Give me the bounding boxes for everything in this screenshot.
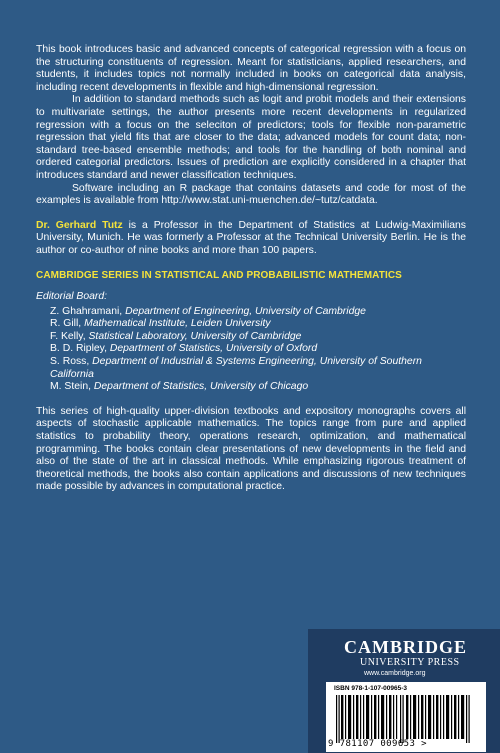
barcode-digits: 9 781107 009653 > bbox=[328, 739, 427, 749]
isbn-label: ISBN 978-1-107-00965-3 bbox=[334, 685, 407, 692]
board-member: B. D. Ripley, Department of Statistics, University of Oxford bbox=[50, 343, 318, 355]
barcode-icon bbox=[334, 695, 478, 743]
editorial-board-title: Editorial Board: bbox=[36, 291, 108, 303]
series-title: CAMBRIDGE SERIES IN STATISTICAL AND PROBABILISTIC MATHEMATICS bbox=[36, 269, 402, 281]
board-member: M. Stein, Department of Statistics, University of Chicago bbox=[50, 381, 309, 393]
description-paragraph-3: Software including an R package that contains datasets and code for most of the examples is available from http://www.stat.uni-muenchen.de/~tutz/catdata. bbox=[36, 182, 466, 207]
editorial-board-list bbox=[36, 306, 466, 394]
author-bio bbox=[36, 220, 466, 258]
description-paragraph-1: This book introduces basic and advanced concepts of categorical regression with a focus on the structuring constituents of regression. Meant for statisticians, applied researchers, and students, it includes topics not normally included in books on categorical data analysis, including recent developments in flexible and high-dimensional regression. bbox=[36, 44, 466, 93]
series-description: This series of high-quality upper-division textbooks and expository monographs covers all aspects of stochastic applicable mathematics. The topics range from pure and applied statistics to probability theory, operations research, optimization, and mathematical programming. The books contain clear presentations of new developments in the field and also of the state of the art in classical methods. While emphasizing rigorous treatment of theoretical methods, the books also contain applications and discussions of new techniques made possible by advances in computational practice. bbox=[36, 405, 466, 493]
description-paragraph-2: In addition to standard methods such as logit and probit models and their extensions to multivariate settings, the author presents more recent developments in regularized regression with a focus on the seleciton of predictors; tools for flexible non-parametric regression that yield fits that are closer to the data; advanced models for count data; non-standard tree-based ensemble methods; and tools for the handling of both nominal and ordered categorial predictors. Issues of prediction are explicitly considered in a chapter that introduces standard and newer classification techniques. bbox=[36, 94, 466, 181]
publisher-logo: CAMBRIDGE bbox=[344, 637, 468, 657]
publisher-subtitle: UNIVERSITY PRESS bbox=[360, 657, 460, 668]
back-cover-text bbox=[36, 44, 466, 494]
author-name: Dr. Gerhard Tutz bbox=[36, 219, 123, 231]
isbn-barcode-box bbox=[326, 682, 486, 752]
publisher-website: www.cambridge.org bbox=[364, 670, 426, 677]
author-bio-text: is a Professor in the Department of Statistics at Ludwig-Maximilians University, Munich. He was formerly a Professor at the Technical University Berlin. He is the author or co-author of nine books and more than 100 papers. bbox=[36, 219, 467, 256]
board-member: Z. Ghahramani, Department of Engineering, University of Cambridge bbox=[50, 305, 366, 317]
board-member: F. Kelly, Statistical Laboratory, University of Cambridge bbox=[50, 330, 302, 342]
board-member: R. Gill, Mathematical Institute, Leiden University bbox=[50, 318, 271, 330]
board-member: S. Ross, Department of Industrial & Systems Engineering, University of Southern California bbox=[50, 356, 422, 380]
publisher-block bbox=[308, 629, 500, 753]
